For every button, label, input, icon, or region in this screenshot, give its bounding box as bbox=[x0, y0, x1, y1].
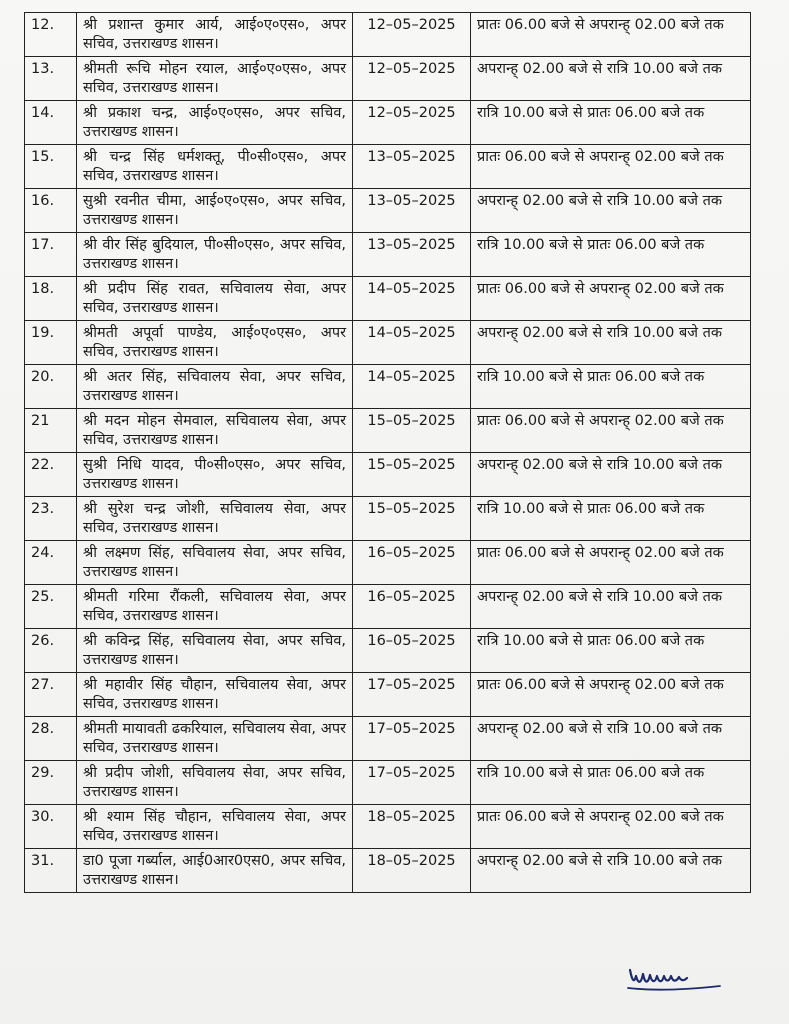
duty-date: 15–05–2025 bbox=[353, 453, 471, 497]
table-row bbox=[25, 805, 751, 849]
duty-date: 15–05–2025 bbox=[353, 497, 471, 541]
serial-number: 21 bbox=[25, 409, 77, 453]
officer-name: श्रीमती अपूर्वा पाण्डेय, आई०ए०एस०, अपर सचिव, उत्तराखण्ड शासन। bbox=[77, 321, 353, 365]
duty-shift: रात्रि 10.00 बजे से प्रातः 06.00 बजे तक bbox=[471, 365, 751, 409]
duty-shift: अपरान्ह् 02.00 बजे से रात्रि 10.00 बजे तक bbox=[471, 849, 751, 893]
officer-name: श्री प्रदीप सिंह रावत, सचिवालय सेवा, अपर सचिव, उत्तराखण्ड शासन। bbox=[77, 277, 353, 321]
duty-shift: प्रातः 06.00 बजे से अपरान्ह् 02.00 बजे तक bbox=[471, 805, 751, 849]
officer-name: श्रीमती रूचि मोहन रयाल, आई०ए०एस०, अपर सचिव, उत्तराखण्ड शासन। bbox=[77, 57, 353, 101]
duty-date: 14–05–2025 bbox=[353, 365, 471, 409]
duty-shift: अपरान्ह् 02.00 बजे से रात्रि 10.00 बजे तक bbox=[471, 717, 751, 761]
duty-date: 17–05–2025 bbox=[353, 717, 471, 761]
serial-number: 26. bbox=[25, 629, 77, 673]
duty-date: 16–05–2025 bbox=[353, 541, 471, 585]
serial-number: 17. bbox=[25, 233, 77, 277]
table-row bbox=[25, 321, 751, 365]
table-row bbox=[25, 277, 751, 321]
serial-number: 23. bbox=[25, 497, 77, 541]
duty-shift: रात्रि 10.00 बजे से प्रातः 06.00 बजे तक bbox=[471, 233, 751, 277]
officer-name: श्री प्रकाश चन्द्र, आई०ए०एस०, अपर सचिव, उत्तराखण्ड शासन। bbox=[77, 101, 353, 145]
officer-name: सुश्री निधि यादव, पी०सी०एस०, अपर सचिव, उत्तराखण्ड शासन। bbox=[77, 453, 353, 497]
duty-date: 14–05–2025 bbox=[353, 321, 471, 365]
duty-date: 17–05–2025 bbox=[353, 673, 471, 717]
table-row bbox=[25, 453, 751, 497]
table-row bbox=[25, 189, 751, 233]
serial-number: 16. bbox=[25, 189, 77, 233]
serial-number: 29. bbox=[25, 761, 77, 805]
table-row bbox=[25, 849, 751, 893]
serial-number: 15. bbox=[25, 145, 77, 189]
serial-number: 24. bbox=[25, 541, 77, 585]
table-row bbox=[25, 717, 751, 761]
duty-shift: रात्रि 10.00 बजे से प्रातः 06.00 बजे तक bbox=[471, 101, 751, 145]
serial-number: 12. bbox=[25, 13, 77, 57]
officer-name: श्री वीर सिंह बुदियाल, पी०सी०एस०, अपर सचिव, उत्तराखण्ड शासन। bbox=[77, 233, 353, 277]
table-row bbox=[25, 57, 751, 101]
duty-roster-body bbox=[25, 13, 751, 893]
table-row bbox=[25, 13, 751, 57]
signature-icon bbox=[624, 958, 724, 994]
serial-number: 20. bbox=[25, 365, 77, 409]
duty-date: 14–05–2025 bbox=[353, 277, 471, 321]
duty-date: 16–05–2025 bbox=[353, 629, 471, 673]
officer-name: श्री लक्ष्मण सिंह, सचिवालय सेवा, अपर सचिव, उत्तराखण्ड शासन। bbox=[77, 541, 353, 585]
duty-date: 12–05–2025 bbox=[353, 101, 471, 145]
officer-name: श्री अतर सिंह, सचिवालय सेवा, अपर सचिव, उत्तराखण्ड शासन। bbox=[77, 365, 353, 409]
table-row bbox=[25, 145, 751, 189]
serial-number: 13. bbox=[25, 57, 77, 101]
serial-number: 18. bbox=[25, 277, 77, 321]
officer-name: श्री प्रदीप जोशी, सचिवालय सेवा, अपर सचिव, उत्तराखण्ड शासन। bbox=[77, 761, 353, 805]
table-row bbox=[25, 541, 751, 585]
serial-number: 30. bbox=[25, 805, 77, 849]
duty-date: 17–05–2025 bbox=[353, 761, 471, 805]
officer-name: डा0 पूजा गर्ब्याल, आई0आर0एस0, अपर सचिव, उत्तराखण्ड शासन। bbox=[77, 849, 353, 893]
duty-roster-table bbox=[24, 12, 751, 893]
table-row bbox=[25, 409, 751, 453]
duty-shift: रात्रि 10.00 बजे से प्रातः 06.00 बजे तक bbox=[471, 497, 751, 541]
duty-shift: अपरान्ह् 02.00 बजे से रात्रि 10.00 बजे तक bbox=[471, 57, 751, 101]
officer-name: श्री चन्द्र सिंह धर्मशक्तू, पी०सी०एस०, अपर सचिव, उत्तराखण्ड शासन। bbox=[77, 145, 353, 189]
officer-name: श्री सुरेश चन्द्र जोशी, सचिवालय सेवा, अपर सचिव, उत्तराखण्ड शासन। bbox=[77, 497, 353, 541]
serial-number: 19. bbox=[25, 321, 77, 365]
duty-shift: प्रातः 06.00 बजे से अपरान्ह् 02.00 बजे तक bbox=[471, 277, 751, 321]
duty-shift: प्रातः 06.00 बजे से अपरान्ह् 02.00 बजे तक bbox=[471, 145, 751, 189]
serial-number: 22. bbox=[25, 453, 77, 497]
serial-number: 31. bbox=[25, 849, 77, 893]
duty-date: 15–05–2025 bbox=[353, 409, 471, 453]
serial-number: 14. bbox=[25, 101, 77, 145]
officer-name: श्रीमती गरिमा रौंकली, सचिवालय सेवा, अपर सचिव, उत्तराखण्ड शासन। bbox=[77, 585, 353, 629]
duty-date: 16–05–2025 bbox=[353, 585, 471, 629]
duty-date: 13–05–2025 bbox=[353, 233, 471, 277]
duty-shift: प्रातः 06.00 बजे से अपरान्ह् 02.00 बजे तक bbox=[471, 541, 751, 585]
duty-date: 12–05–2025 bbox=[353, 13, 471, 57]
serial-number: 28. bbox=[25, 717, 77, 761]
table-row bbox=[25, 497, 751, 541]
officer-name: श्री कविन्द्र सिंह, सचिवालय सेवा, अपर सचिव, उत्तराखण्ड शासन। bbox=[77, 629, 353, 673]
table-row bbox=[25, 673, 751, 717]
duty-shift: प्रातः 06.00 बजे से अपरान्ह् 02.00 बजे तक bbox=[471, 409, 751, 453]
officer-name: सुश्री रवनीत चीमा, आई०ए०एस०, अपर सचिव, उत्तराखण्ड शासन। bbox=[77, 189, 353, 233]
duty-date: 13–05–2025 bbox=[353, 145, 471, 189]
serial-number: 27. bbox=[25, 673, 77, 717]
duty-shift: रात्रि 10.00 बजे से प्रातः 06.00 बजे तक bbox=[471, 629, 751, 673]
officer-name: श्री श्याम सिंह चौहान, सचिवालय सेवा, अपर सचिव, उत्तराखण्ड शासन। bbox=[77, 805, 353, 849]
officer-name: श्री मदन मोहन सेमवाल, सचिवालय सेवा, अपर सचिव, उत्तराखण्ड शासन। bbox=[77, 409, 353, 453]
duty-shift: अपरान्ह् 02.00 बजे से रात्रि 10.00 बजे तक bbox=[471, 585, 751, 629]
table-row bbox=[25, 365, 751, 409]
officer-name: श्री प्रशान्त कुमार आर्य, आई०ए०एस०, अपर सचिव, उत्तराखण्ड शासन। bbox=[77, 13, 353, 57]
table-row bbox=[25, 761, 751, 805]
officer-name: श्री महावीर सिंह चौहान, सचिवालय सेवा, अपर सचिव, उत्तराखण्ड शासन। bbox=[77, 673, 353, 717]
duty-date: 18–05–2025 bbox=[353, 805, 471, 849]
duty-shift: अपरान्ह् 02.00 बजे से रात्रि 10.00 बजे तक bbox=[471, 321, 751, 365]
table-row bbox=[25, 629, 751, 673]
duty-date: 13–05–2025 bbox=[353, 189, 471, 233]
duty-date: 12–05–2025 bbox=[353, 57, 471, 101]
duty-shift: अपरान्ह् 02.00 बजे से रात्रि 10.00 बजे तक bbox=[471, 189, 751, 233]
duty-shift: प्रातः 06.00 बजे से अपरान्ह् 02.00 बजे तक bbox=[471, 13, 751, 57]
duty-shift: अपरान्ह् 02.00 बजे से रात्रि 10.00 बजे तक bbox=[471, 453, 751, 497]
duty-date: 18–05–2025 bbox=[353, 849, 471, 893]
duty-shift: रात्रि 10.00 बजे से प्रातः 06.00 बजे तक bbox=[471, 761, 751, 805]
duty-shift: प्रातः 06.00 बजे से अपरान्ह् 02.00 बजे तक bbox=[471, 673, 751, 717]
table-row bbox=[25, 101, 751, 145]
table-row bbox=[25, 233, 751, 277]
table-row bbox=[25, 585, 751, 629]
serial-number: 25. bbox=[25, 585, 77, 629]
officer-name: श्रीमती मायावती ढकरियाल, सचिवालय सेवा, अपर सचिव, उत्तराखण्ड शासन। bbox=[77, 717, 353, 761]
